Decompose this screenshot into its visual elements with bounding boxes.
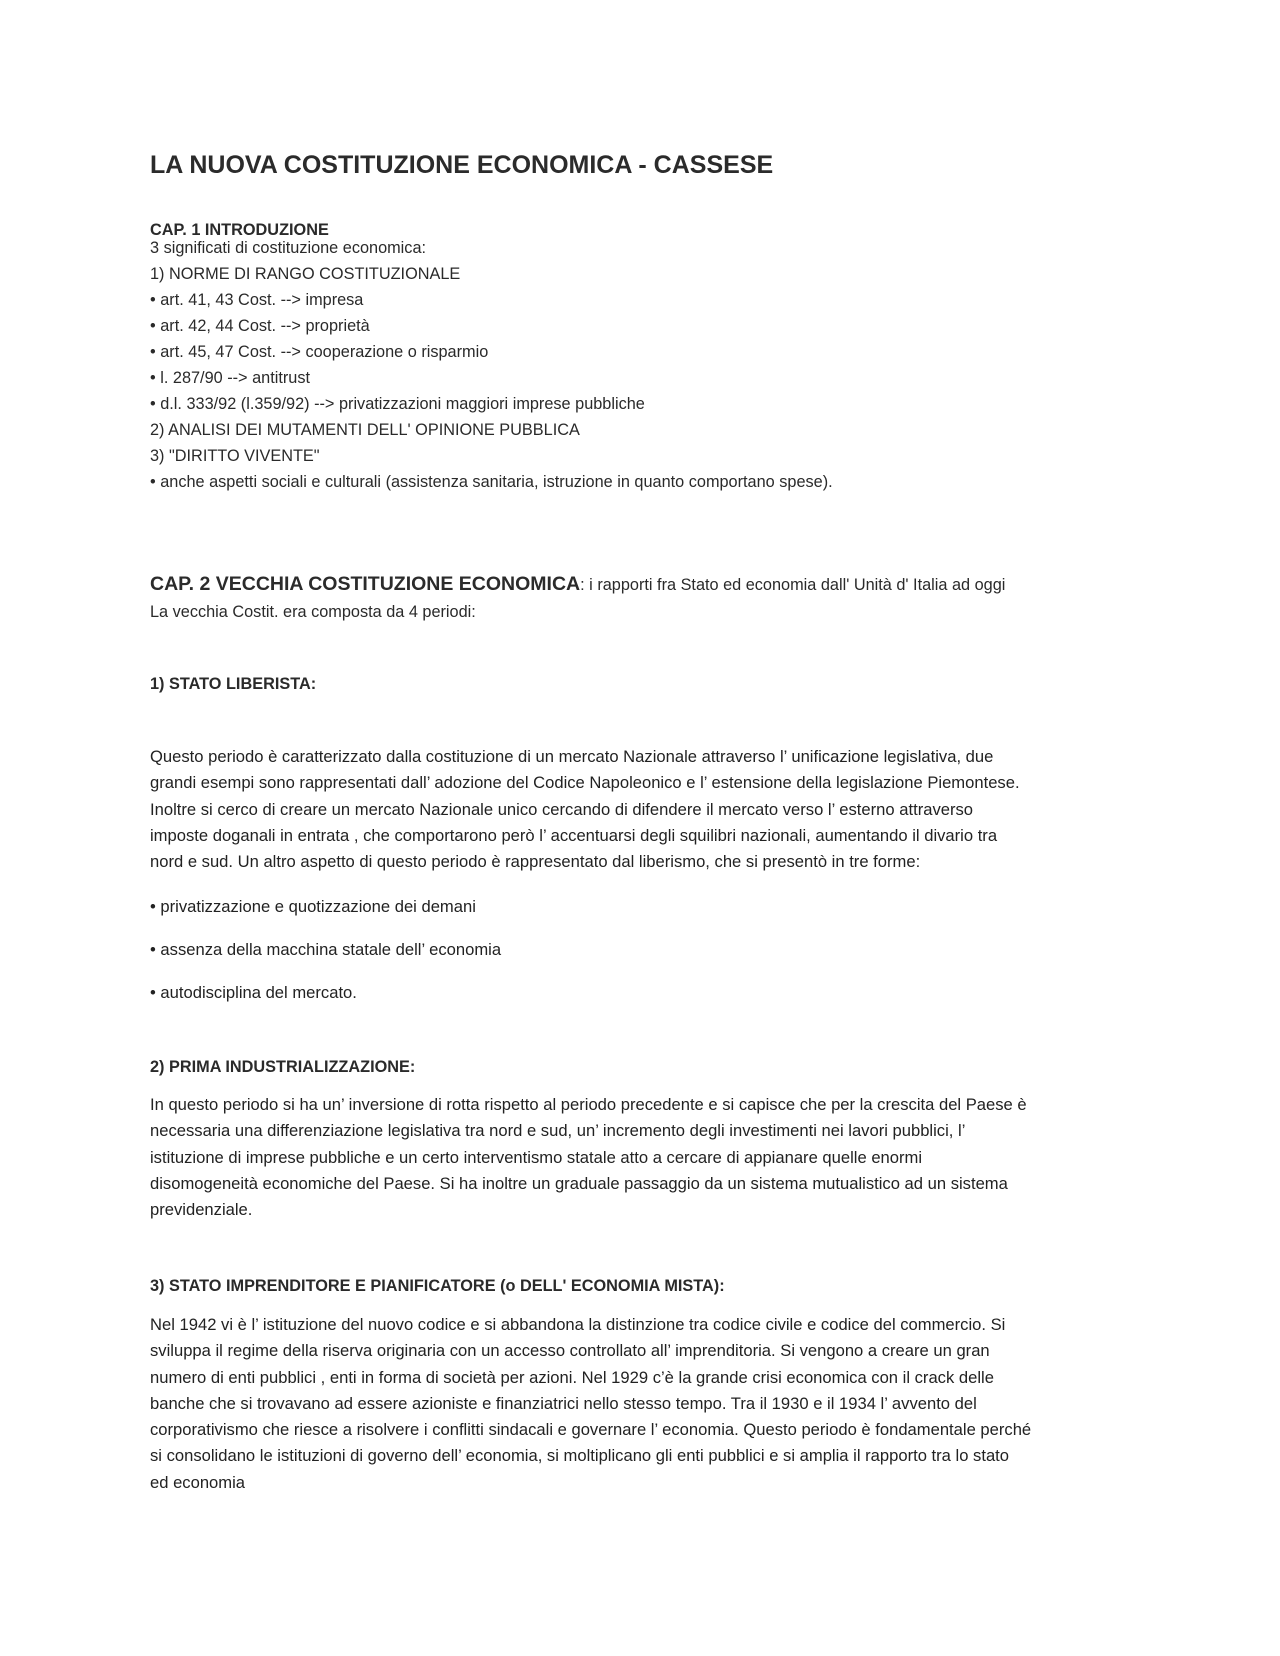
- section3-paragraph: [150, 1312, 1130, 1496]
- chapter2-heading-line: [150, 573, 1005, 596]
- chapter1-line: • l. 287/90 --> antitrust: [150, 369, 310, 387]
- paragraph-line: previdenziale.: [150, 1200, 253, 1220]
- paragraph-line: disomogeneità economiche del Paese. Si ha inoltre un graduale passaggio da un sistema mutualistico ad un sistema: [150, 1173, 1008, 1193]
- chapter1-line: 3 significati di costituzione economica:: [150, 239, 427, 257]
- section1-bullet: • privatizzazione e quotizzazione dei demani: [150, 897, 476, 916]
- section1-bullet: • autodisciplina del mercato.: [150, 983, 357, 1002]
- chapter1-list: [150, 235, 833, 495]
- chapter1-line: • art. 41, 43 Cost. --> impresa: [150, 291, 364, 309]
- section1-title: 1) STATO LIBERISTA:: [150, 675, 317, 693]
- chapter1-line: 3) "DIRITTO VIVENTE": [150, 447, 320, 465]
- chapter1-line: • d.l. 333/92 (l.359/92) --> privatizzazioni maggiori imprese pubbliche: [150, 395, 645, 413]
- paragraph-line: Nel 1942 vi è l’ istituzione del nuovo codice e si abbandona la distinzione tra codice civile e codice del commercio. Si: [150, 1315, 1006, 1334]
- paragraph-line: numero di enti pubblici , enti in forma di società per azioni. Nel 1929 c’è la grande crisi economica con il crack delle: [150, 1367, 994, 1387]
- chapter1-line: • art. 45, 47 Cost. --> cooperazione o risparmio: [150, 343, 489, 361]
- paragraph-line: si consolidano le istituzioni di governo dell’ economia, si moltiplicano gli enti pubblici e si amplia il rapporto tra lo stato: [150, 1446, 1010, 1466]
- chapter1-line: • art. 42, 44 Cost. --> proprietà: [150, 317, 370, 335]
- paragraph-line: corporativismo che riesce a risolvere i conflitti sindacali e governare l’ economia. Questo periodo è fondamentale perché: [150, 1420, 1032, 1440]
- section1-bullet: • assenza della macchina statale dell’ economia: [150, 940, 502, 959]
- paragraph-line: grandi esempi sono rappresentati dall’ adozione del Codice Napoleonico e l’ estensione della legislazione Piemontese.: [150, 773, 1020, 793]
- paragraph-line: nord e sud. Un altro aspetto di questo periodo è rappresentato dal liberismo, che si presentò in tre forme:: [150, 852, 921, 872]
- section2-paragraph: [150, 1092, 1130, 1223]
- paragraph-line: ed economia: [150, 1472, 246, 1492]
- paragraph-line: Questo periodo è caratterizzato dalla costituzione di un mercato Nazionale attraverso l’ unificazione legislativa, due: [150, 747, 994, 766]
- paragraph-line: banche che si trovavano ad essere azioniste e finanziatrici nello stesso tempo. Tra il 1930 e il 1934 l’ avvento del: [150, 1393, 977, 1413]
- chapter1-line: • anche aspetti sociali e culturali (assistenza sanitaria, istruzione in quanto comportano spese).: [150, 473, 833, 491]
- section2-title: 2) PRIMA INDUSTRIALIZZAZIONE:: [150, 1058, 416, 1076]
- chapter1-line: 1) NORME DI RANGO COSTITUZIONALE: [150, 265, 461, 283]
- chapter2-heading-suffix: : i rapporti fra Stato ed economia dall' Unità d' Italia ad oggi: [580, 576, 1006, 594]
- paragraph-line: sviluppa il regime della riserva originaria con un accesso controllato all’ imprenditoria. Si vengono a creare un gran: [150, 1341, 990, 1361]
- paragraph-line: imposte doganali in entrata , che comportarono però l’ accentuarsi degli squilibri nazionali, aumentando il divario tra: [150, 825, 998, 845]
- chapter1-heading: CAP. 1 INTRODUZIONE: [150, 221, 329, 239]
- document-title: LA NUOVA COSTITUZIONE ECONOMICA - CASSESE: [150, 151, 774, 179]
- paragraph-line: In questo periodo si ha un’ inversione di rotta rispetto al periodo precedente e si capisce che per la crescita del Paese è: [150, 1095, 1027, 1114]
- paragraph-line: necessaria una differenziazione legislativa tra nord e sud, un’ incremento degli investimenti nei lavori pubblici, l’: [150, 1121, 966, 1141]
- section1-paragraph: [150, 744, 1130, 875]
- paragraph-line: Inoltre si cerco di creare un mercato Nazionale unico cercando di difendere il mercato verso l’ esterno attraverso: [150, 799, 974, 819]
- chapter2-heading: CAP. 2 VECCHIA COSTITUZIONE ECONOMICA: [150, 573, 581, 595]
- section3-title: 3) STATO IMPRENDITORE E PIANIFICATORE (o DELL' ECONOMIA MISTA):: [150, 1277, 725, 1295]
- paragraph-line: istituzione di imprese pubbliche e un certo interventismo statale atto a cercare di appianare quelle enormi: [150, 1147, 923, 1167]
- chapter1-line: 2) ANALISI DEI MUTAMENTI DELL' OPINIONE PUBBLICA: [150, 421, 580, 439]
- chapter2-intro: La vecchia Costit. era composta da 4 periodi:: [150, 603, 476, 621]
